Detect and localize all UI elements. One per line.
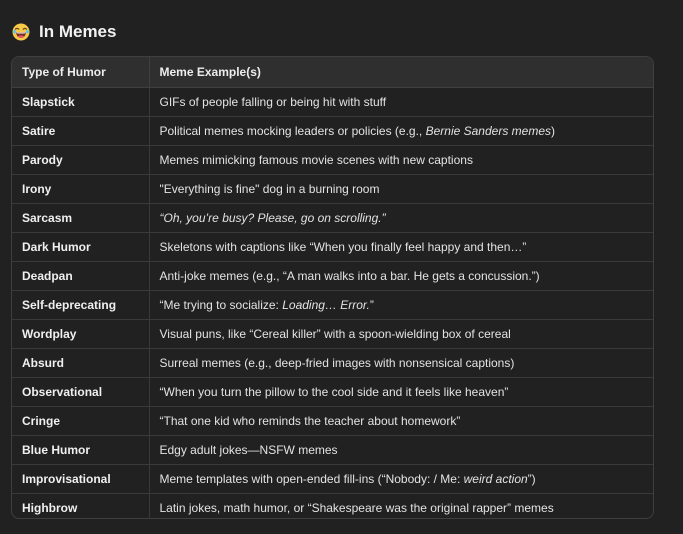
meme-example-cell xyxy=(149,203,653,232)
example-text: Visual puns, like “Cereal killer” with a spoon-wielding box of cereal xyxy=(159,326,511,341)
humor-type-cell: Observational xyxy=(12,377,149,406)
humor-type-cell: Improvisational xyxy=(12,464,149,493)
meme-example-cell xyxy=(149,174,653,203)
table-row xyxy=(12,493,653,519)
example-text: Edgy adult jokes—NSFW memes xyxy=(159,442,338,457)
section-title: In Memes xyxy=(39,22,117,41)
table-row xyxy=(12,203,653,232)
example-text-italic: “Oh, you’re busy? Please, go on scrolling.” xyxy=(159,210,386,225)
humor-types-table xyxy=(12,57,653,519)
meme-example-cell xyxy=(149,348,653,377)
meme-example-cell xyxy=(149,145,653,174)
example-text: ” xyxy=(369,297,374,312)
example-text: Skeletons with captions like “When you finally feel happy and then…” xyxy=(159,239,527,254)
table-row xyxy=(12,435,653,464)
humor-type-cell: Highbrow xyxy=(12,493,149,519)
example-text: Latin jokes, math humor, or “Shakespeare was the original rapper” memes xyxy=(159,500,554,515)
humor-type-cell: Deadpan xyxy=(12,261,149,290)
table-row xyxy=(12,377,653,406)
meme-example-cell xyxy=(149,406,653,435)
meme-example-cell xyxy=(149,435,653,464)
meme-example-cell xyxy=(149,116,653,145)
humor-type-cell: Satire xyxy=(12,116,149,145)
table-row xyxy=(12,87,653,116)
meme-example-cell xyxy=(149,232,653,261)
example-text: "Everything is fine" dog in a burning room xyxy=(159,181,380,196)
column-header-type: Type of Humor xyxy=(12,57,149,87)
example-text: “When you turn the pillow to the cool side and it feels like heaven” xyxy=(159,384,509,399)
table-header-row xyxy=(12,57,653,87)
example-text: Meme templates with open-ended fill-ins (“Nobody: / Me: xyxy=(159,471,464,486)
meme-example-cell xyxy=(149,261,653,290)
example-text: “Me trying to socialize: xyxy=(159,297,283,312)
meme-example-cell xyxy=(149,319,653,348)
table-row xyxy=(12,116,653,145)
humor-type-cell: Self-deprecating xyxy=(12,290,149,319)
meme-example-cell xyxy=(149,493,653,519)
meme-example-cell xyxy=(149,87,653,116)
meme-example-cell xyxy=(149,377,653,406)
humor-type-cell: Cringe xyxy=(12,406,149,435)
example-text-italic: weird action xyxy=(463,471,528,486)
meme-example-cell xyxy=(149,464,653,493)
column-header-example: Meme Example(s) xyxy=(149,57,653,87)
example-text-italic: Loading… Error. xyxy=(282,297,370,312)
example-text: Surreal memes (e.g., deep-fried images with nonsensical captions) xyxy=(159,355,515,370)
humor-type-cell: Irony xyxy=(12,174,149,203)
example-text: GIFs of people falling or being hit with stuff xyxy=(159,94,387,109)
humor-type-cell: Parody xyxy=(12,145,149,174)
meme-example-cell xyxy=(149,290,653,319)
example-text: “That one kid who reminds the teacher about homework” xyxy=(159,413,461,428)
table-row xyxy=(12,174,653,203)
table-row xyxy=(12,145,653,174)
humor-type-cell: Dark Humor xyxy=(12,232,149,261)
humor-table xyxy=(11,56,654,519)
table-row xyxy=(12,232,653,261)
humor-type-cell: Blue Humor xyxy=(12,435,149,464)
table-row xyxy=(12,406,653,435)
example-text: Political memes mocking leaders or policies (e.g., xyxy=(159,123,426,138)
table-row xyxy=(12,290,653,319)
example-text: Anti-joke memes (e.g., “A man walks into a bar. He gets a concussion.”) xyxy=(159,268,540,283)
humor-type-cell: Slapstick xyxy=(12,87,149,116)
example-text: Memes mimicking famous movie scenes with new captions xyxy=(159,152,473,167)
example-text: ”) xyxy=(527,471,536,486)
example-text-italic: Bernie Sanders memes xyxy=(425,123,551,138)
table-row xyxy=(12,348,653,377)
table-body xyxy=(12,87,653,519)
humor-type-cell: Sarcasm xyxy=(12,203,149,232)
table-row xyxy=(12,319,653,348)
example-text: ) xyxy=(551,123,555,138)
humor-type-cell: Absurd xyxy=(12,348,149,377)
section-heading xyxy=(12,18,116,46)
table-row xyxy=(12,261,653,290)
laughing-face-emoji-icon xyxy=(12,23,30,41)
table-row xyxy=(12,464,653,493)
humor-type-cell: Wordplay xyxy=(12,319,149,348)
